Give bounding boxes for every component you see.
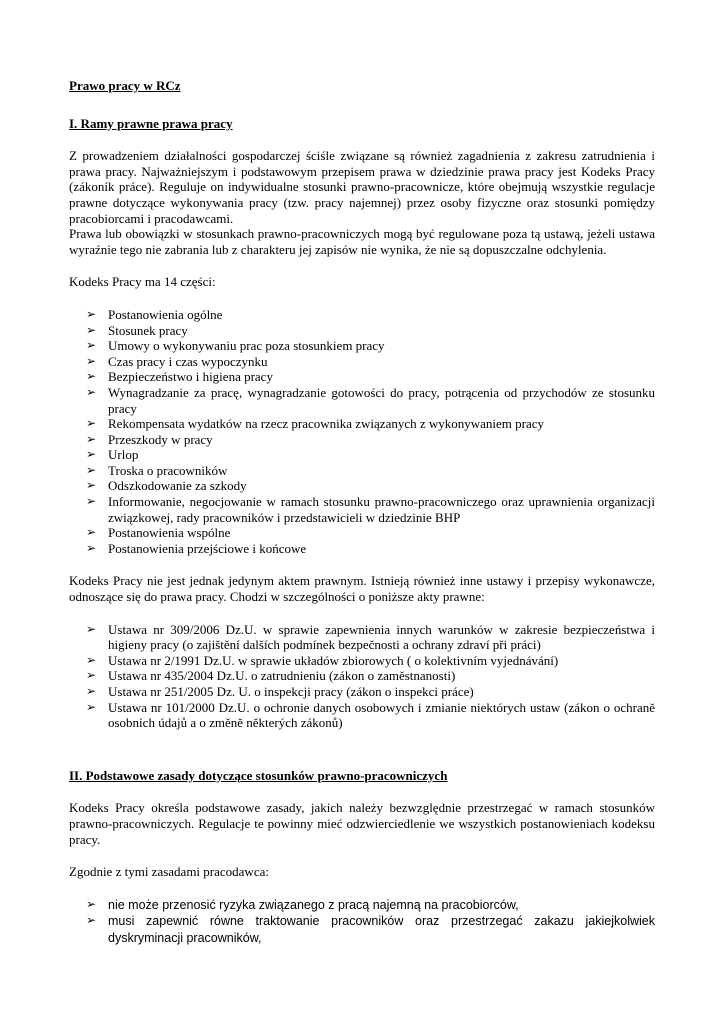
arrowhead-bullet-icon: ➢ bbox=[86, 540, 97, 555]
principles-intro: Zgodnie z tymi zasadami pracodawca: bbox=[69, 864, 269, 880]
code-parts-list bbox=[69, 307, 655, 557]
list-item bbox=[86, 369, 655, 385]
list-item-text: Postanowienia wspólne bbox=[108, 525, 231, 541]
list-item-text: Wynagradzanie za pracę, wynagradzanie gotowości do pracy, potrącenia od przychodów ze stosunku pracy bbox=[108, 384, 655, 416]
list-item bbox=[86, 416, 655, 432]
list-item bbox=[86, 525, 655, 541]
employer-principles-list bbox=[69, 897, 655, 947]
arrowhead-bullet-icon: ➢ bbox=[86, 896, 97, 911]
list-item-text: Odszkodowanie za szkody bbox=[108, 478, 247, 494]
list-item-text: Stosunek pracy bbox=[108, 322, 188, 338]
list-item bbox=[86, 478, 655, 494]
arrowhead-bullet-icon: ➢ bbox=[86, 338, 97, 353]
arrowhead-bullet-icon: ➢ bbox=[86, 621, 97, 636]
legal-acts-intro: Kodeks Pracy nie jest jednak jedynym aktem prawnym. Istnieją również inne ustawy i przepisy wykonawcze, odnoszące się do prawa pracy. Chodzi w szczególności o poniższe akty prawne: bbox=[69, 573, 655, 605]
arrowhead-bullet-icon: ➢ bbox=[86, 306, 97, 321]
arrowhead-bullet-icon: ➢ bbox=[86, 668, 97, 683]
list-item-text: Czas pracy i czas wypoczynku bbox=[108, 353, 268, 369]
section-2-paragraph-1: Kodeks Pracy określa podstawowe zasady, jakich należy bezwzględnie przestrzegać w ramach stosunków prawno-pracowniczych. Regulacje te powinny mieć odzwierciedlenie we wszystkich postanowieniach kodeksu pracy. bbox=[69, 800, 655, 847]
list-item-text: nie może przenosić ryzyka związanego z pracą najemną na pracobiorców, bbox=[108, 897, 519, 912]
list-item-text: Przeszkody w pracy bbox=[108, 431, 213, 447]
list-item bbox=[86, 622, 655, 653]
list-item bbox=[86, 447, 655, 463]
arrowhead-bullet-icon: ➢ bbox=[86, 353, 97, 368]
list-item-text: Ustawa nr 435/2004 Dz.U. o zatrudnieniu (zákon o zaměstnanosti) bbox=[108, 668, 456, 684]
section-1-paragraph-1: Z prowadzeniem działalności gospodarczej ściśle związane są również zagadnienia z zakresu zatrudnienia i prawa pracy. Najważniejszym i podstawowym przepisem prawa w dziedzinie prawa pracy jest Kodeks Pracy (zákoník práce). Reguluje on indywidualne stosunki prawno-pracownicze, które obejmują wszystkie regulacje prawne dotyczące wykonywania pracy (tzw. pracy najemnej) przez osoby fizyczne oraz stosunki pomiędzy pracobiorcami i pracodawcami. bbox=[69, 148, 655, 226]
list-item-text: Umowy o wykonywaniu prac poza stosunkiem pracy bbox=[108, 338, 385, 354]
list-item-text: Ustawa nr 101/2000 Dz.U. o ochronie danych osobowych i zmianie niektórych ustaw (zákon o ochraně osobních údajů a o změně některých zákonů) bbox=[108, 699, 655, 731]
arrowhead-bullet-icon: ➢ bbox=[86, 462, 97, 477]
list-item bbox=[86, 323, 655, 339]
arrowhead-bullet-icon: ➢ bbox=[86, 652, 97, 667]
section-1-heading: I. Ramy prawne prawa pracy bbox=[69, 115, 233, 131]
arrowhead-bullet-icon: ➢ bbox=[86, 447, 97, 462]
list-item-text: Rekompensata wydatków na rzecz pracownika związanych z wykonywaniem pracy bbox=[108, 416, 545, 432]
list-item bbox=[86, 913, 655, 946]
list-item-text: Urlop bbox=[108, 447, 139, 463]
list-item-text: musi zapewnić równe traktowanie pracowników oraz przestrzegać zakazu jakiejkolwiek dyskryminacji pracowników, bbox=[108, 914, 655, 945]
list-item bbox=[86, 494, 655, 525]
list-item bbox=[86, 653, 655, 669]
list-item bbox=[86, 541, 655, 557]
arrowhead-bullet-icon: ➢ bbox=[86, 699, 97, 714]
arrowhead-bullet-icon: ➢ bbox=[86, 369, 97, 384]
arrowhead-bullet-icon: ➢ bbox=[86, 322, 97, 337]
arrowhead-bullet-icon: ➢ bbox=[86, 494, 97, 509]
list-item bbox=[86, 684, 655, 700]
document-title: Prawo pracy w RCz bbox=[69, 78, 181, 93]
document-page bbox=[69, 78, 655, 947]
list-item bbox=[86, 432, 655, 448]
section-1-paragraph-2: Prawa lub obowiązki w stosunkach prawno-pracowniczych mogą być regulowane poza tą ustawą, jeżeli ustawa wyraźnie tego nie zabrania lub z charakteru jej zapisów nie wynika, że nie są dopuszczalne odchylenia. bbox=[69, 226, 655, 257]
section-2-heading: II. Podstawowe zasady dotyczące stosunków prawno-pracowniczych bbox=[69, 767, 448, 783]
arrowhead-bullet-icon: ➢ bbox=[86, 384, 97, 399]
list-item bbox=[86, 897, 655, 914]
list-item-text: Troska o pracowników bbox=[108, 462, 228, 478]
arrowhead-bullet-icon: ➢ bbox=[86, 525, 97, 540]
list-item-text: Ustawa nr 251/2005 Dz. U. o inspekcji pracy (zákon o inspekci práce) bbox=[108, 684, 474, 699]
list-item bbox=[86, 385, 655, 416]
arrowhead-bullet-icon: ➢ bbox=[86, 913, 97, 928]
list-item-text: Postanowienia przejściowe i końcowe bbox=[108, 540, 307, 556]
list-item bbox=[86, 307, 655, 323]
list-item-text: Bezpieczeństwo i higiena pracy bbox=[108, 369, 273, 385]
list-item-text: Postanowienia ogólne bbox=[108, 306, 223, 322]
arrowhead-bullet-icon: ➢ bbox=[86, 478, 97, 493]
list-item-text: Informowanie, negocjowanie w ramach stosunku prawno-pracowniczego oraz uprawnienia organizacji związkowej, rady pracowników i przedstawicieli w dziedzinie BHP bbox=[108, 494, 655, 525]
list-item bbox=[86, 700, 655, 731]
list-item-text: Ustawa nr 309/2006 Dz.U. w sprawie zapewnienia innych warunków w zakresie bezpieczeństwa i higieny pracy (o zajištění dalších podmínek bezpečnosti a ochrany zdraví při práci) bbox=[108, 621, 655, 653]
list-item bbox=[86, 668, 655, 684]
code-parts-intro: Kodeks Pracy ma 14 części: bbox=[69, 274, 216, 290]
list-item bbox=[86, 338, 655, 354]
list-item bbox=[86, 463, 655, 479]
arrowhead-bullet-icon: ➢ bbox=[86, 684, 97, 698]
list-item-text: Ustawa nr 2/1991 Dz.U. w sprawie układów zbiorowych ( o kolektivním vyjednávání) bbox=[108, 652, 559, 668]
legal-acts-list bbox=[69, 622, 655, 731]
arrowhead-bullet-icon: ➢ bbox=[86, 416, 97, 431]
arrowhead-bullet-icon: ➢ bbox=[86, 431, 97, 446]
list-item bbox=[86, 354, 655, 370]
